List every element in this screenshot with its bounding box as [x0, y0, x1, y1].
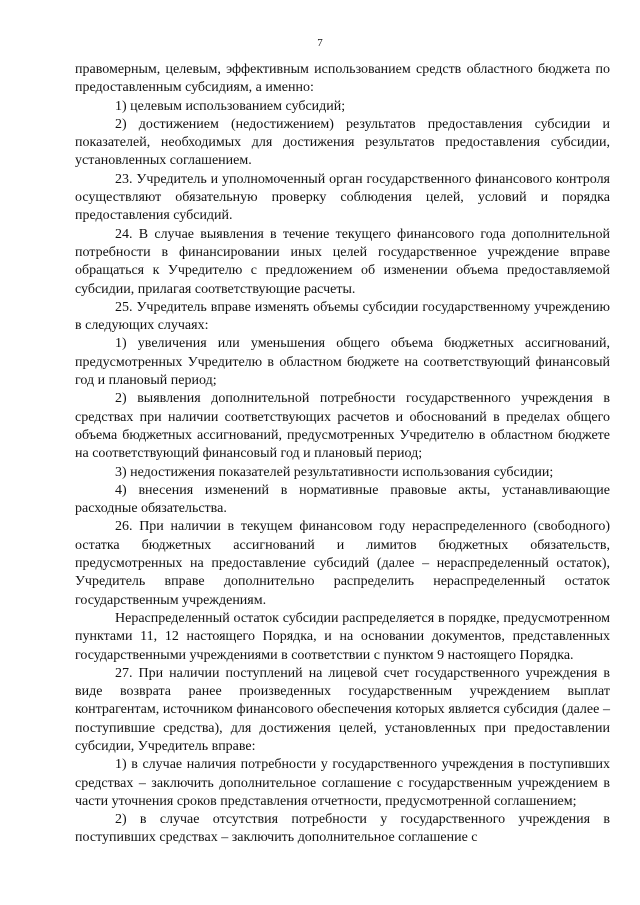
paragraph: 27. При наличии поступлений на лицевой счет государственного учреждения в виде возврата ранее произведенных государственным учреждением выплат контрагентам, источником финансового обеспечения которых является субсидия (далее – поступившие средства), для достижения целей, установленных при предоставлении субсидии, Учредитель вправе:	[75, 665, 610, 754]
paragraph: 2) достижением (недостижением) результатов предоставления субсидии и показателей, необходимых для достижения результатов предоставления субсидии, установленных соглашением.	[75, 116, 610, 169]
paragraph: 3) недостижения показателей результативности использования субсидии;	[115, 464, 554, 480]
paragraph: 4) внесения изменений в нормативные правовые акты, устанавливающие расходные обязательства.	[75, 482, 610, 517]
paragraph: 24. В случае выявления в течение текущего финансового года дополнительной потребности в финансировании иных целей государственное учреждение вправе обращаться к Учредителю с предложением об изменении объема предоставляемой субсидии, прилагая соответствующие расчеты.	[75, 226, 610, 297]
page-number: 7	[317, 37, 323, 49]
paragraph: правомерным, целевым, эффективным использованием средств областного бюджета по предоставленным субсидиям, а именно:	[75, 62, 610, 96]
paragraph: 26. При наличии в текущем финансовом году нераспределенного (свободного) остатка бюджетных ассигнований и лимитов бюджетных обязательств, предусмотренных на предоставление субсидий (далее – нераспределенный остаток), Учредитель вправе дополнительно распределить нераспределенный остаток государственным учреждениям.	[75, 519, 610, 608]
paragraph: 1) увеличения или уменьшения общего объема бюджетных ассигнований, предусмотренных Учредителю в областном бюджете на соответствующий финансовый год и плановый период;	[75, 336, 610, 389]
paragraph: 23. Учредитель и уполномоченный орган государственного финансового контроля осуществляют обязательную проверку соблюдения целей, условий и порядка предоставления субсидий.	[75, 171, 610, 224]
paragraph: 1) целевым использованием субсидий;	[115, 98, 346, 114]
document-body	[75, 61, 610, 848]
paragraph: 2) в случае отсутствия потребности у государственного учреждения в поступивших средствах – заключить дополнительное соглашение с	[75, 812, 610, 846]
paragraph: Нераспределенный остаток субсидии распределяется в порядке, предусмотренном пунктами 11, 12 настоящего Порядка, и на основании документов, представленных государственными учреждениями в соответствии с пунктом 9 настоящего Порядка.	[75, 610, 610, 663]
paragraph: 2) выявления дополнительной потребности государственного учреждения в средствах при наличии соответствующих расчетов и обоснований в пределах общего объема бюджетных ассигнований, предусмотренных Учредителю в областном бюджете на соответствующий финансовый год и плановый период;	[75, 391, 610, 462]
paragraph: 1) в случае наличия потребности у государственного учреждения в поступивших средствах – заключить дополнительное соглашение с государственным учреждением в части уточнения сроков представления отчетности, предусмотренной соглашением;	[75, 757, 610, 809]
paragraph: 25. Учредитель вправе изменять объемы субсидии государственному учреждению в следующих случаях:	[75, 299, 610, 334]
